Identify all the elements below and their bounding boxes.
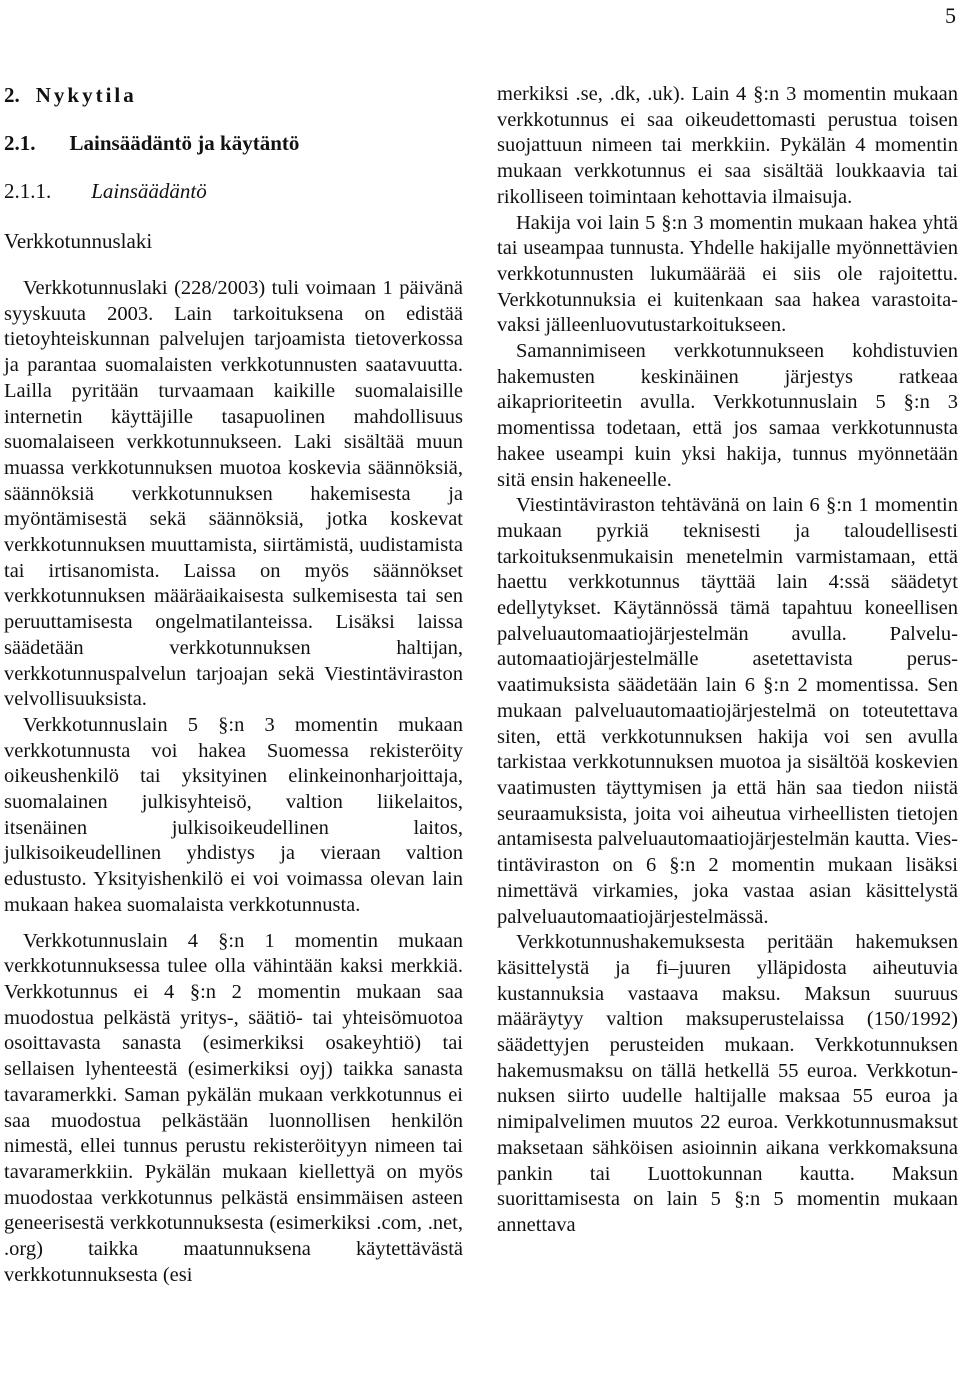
body-paragraph: Verkkotunnuslain 5 §:n 3 momentin mukaan verkkotunnusta voi hakea Suomessa rekisteröity oikeushenkilö tai yksityinen elinkeinonharjoittaja, suomalainen julkisyhteisö, valtion liikelaitos, itsenäinen julkisoikeudellinen laitos, julkisoikeudellinen yhdistys ja vieraan valtion edustusto. Yksityishenkilö ei voi voimassa olevan lain mukaan hakea suomalaista verkkotunnusta. (4, 713, 463, 916)
left-column (4, 80, 463, 1288)
body-paragraph: Verkkotunnushakemuksesta peritään hakemuksen käsittelystä ja fi–juuren ylläpidosta aiheutuvia kustannuksia vastaava maksu. Maksun suuruus määräytyy valtion maksuperustelaissa (150/1992) säädettyjen perusteiden mukaan. Verkkotunnuksen hakemusmaksu on tällä hetkellä 55 euroa. Verkkotunnuksen siirto uudelle haltijalle maksaa 55 euroa ja nimipalvelimen muutos 22 euroa. Verkkotunnusmaksut maksetaan sähköisen asioinnin aikana verkkomaksuna pankin tai Luottokunnan kautta. Maksun suorittamisesta on lain 5 §:n 5 momentin mukaan annettava (497, 931, 958, 1236)
subsection-heading (4, 130, 463, 156)
subsection-heading-title: Lainsäädäntö ja käytäntö (69, 131, 300, 155)
page-number: 5 (945, 3, 956, 28)
right-column (497, 82, 958, 1239)
section-heading-number: 2. (4, 83, 20, 107)
body-paragraph: merkiksi .se, .dk, .uk). Lain 4 §:n 3 momentin mukaan verkkotunnus ei saa oikeudettomasti perustua toisen suojattuun nimeen tai merkkiin. Pykälän 4 momentin mukaan verkkotunnus ei saa sisältää loukkaavia tai rikolliseen toimintaan kehottavia ilmaisuja. (497, 83, 958, 208)
subsection-heading-number: 2.1. (4, 131, 36, 155)
subsubsection-heading-number: 2.1.1. (4, 179, 52, 203)
section-heading (4, 82, 463, 108)
subsubsection-heading (4, 178, 463, 204)
body-paragraph: Verkkotunnuslain 4 §:n 1 momentin mukaan verkkotunnuksessa tulee olla vähintään kaksi merkkiä. Verkkotunnus ei 4 §:n 2 momentin mukaan saa muodostua pelkästä yritys-, säätiö- tai yhteisömuotoa osoittavasta sanasta (esimerkiksi osakeyhtiö) tai sellaisen lyhenteestä (esimerkiksi oyj) taikka sanasta tavaramerkki. Saman pykälän mukaan verkkotunnus ei saa muodostua pelkästään luonnollisen henkilön nimestä, ellei tunnus perustu rekisteröityyn nimeen tai tavaramerkkiin. Pykälän mukaan kiellettyä on myös muodostaa verkkotunnus pelkästä ensimmäisen asteen geneerisestä verkkotunnuksesta (esimerkiksi .com, .net, .org) taikka maatunnuksena käytettävästä verkkotunnuksesta (esi (4, 929, 463, 1286)
body-paragraph: Hakija voi lain 5 §:n 3 momentin mukaan hakea yhtä tai useampaa tunnusta. Yhdelle hakijalle myönnettävien verkkotunnusten lukumäärää ei siis ole rajoitettu. Verkkotunnuksia ei kuitenkaan saa hakea varastoitavaksi jälleenluovutustarkoitukseen. (497, 211, 958, 337)
body-paragraph: Verkkotunnuslaki (228/2003) tuli voimaan 1 päivänä syyskuuta 2003. Lain tarkoituksena on edistää tietoyhteiskunnan palvelujen tarjoamista tietoverkossa ja parantaa suomalaisten verkkotunnusten saatavuutta. Lailla pyritään turvaamaan kaikille suomalaisille internetin käyttäjille tasapuolinen mahdollisuus suomalaiseen verkkotunnukseen. Laki sisältää muun muassa verkkotunnuksen muotoa koskevia säännöksiä, säännöksiä verkkotunnuksen hakemisesta ja myöntämisestä sekä säännöksiä, jotka koskevat verkkotunnuksen muuttamista, siirtämistä, uudistamista tai irtisanomista. Laissa on myös säännökset verkkotunnuksen määräaikaisesta sulkemisesta tai sen peruuttamisesta ongelmatilanteissa. Lisäksi laissa säädetään verkkotunnuksen haltijan, verkkotunnuspalvelun tarjoajan sekä Viestintäviraston velvollisuuksista. (4, 277, 463, 711)
topic-heading: Verkkotunnuslaki (4, 229, 153, 253)
section-heading-title: Nykytila (35, 83, 137, 107)
subsubsection-heading-title: Lainsäädäntö (91, 179, 207, 203)
body-paragraph: Samannimiseen verkkotunnukseen kohdistuvien hakemusten keskinäinen järjestys ratkeaa aikaprioriteetin avulla. Verkkotunnuslain 5 §:n 3 momentissa todetaan, että jos samaa verkkotunnusta hakee useampi kuin yksi hakija, tunnus myönnetään sitä ensin hakeneelle. (497, 340, 958, 491)
body-paragraph: Viestintäviraston tehtävänä on lain 6 §:n 1 momentin mukaan pyrkiä teknisesti ja taloudellisesti tarkoituksenmukaisin menetelmin varmistamaan, että haettu verkkotunnus täyttää lain 4:ssä säädetyt edellytykset. Käytännössä tämä tapahtuu koneellisen palveluautomaatiojärjestelmän avulla. Palveluautomaatiojärjestelmälle asetettavista perusvaatimuksista säädetään lain 6 §:n 2 momentissa. Sen mukaan palveluautomaatiojärjestelmä on toteutettava siten, että verkkotunnuksen hakija voi sen avulla tarkistaa verkkotunnuksen muotoa ja sisältöä koskevien vaatimusten täyttymisen ja että hän saa tiedon niistä seuraamuksista, joita voi aiheutua virheellisten tietojen antamisesta palveluautomaatiojärjestelmän kautta. Viestintäviraston on 6 §:n 2 momentin mukaan lisäksi nimettävä virkamies, joka vastaa asian käsittelystä palveluautomaatiojärjestelmässä. (497, 494, 958, 928)
